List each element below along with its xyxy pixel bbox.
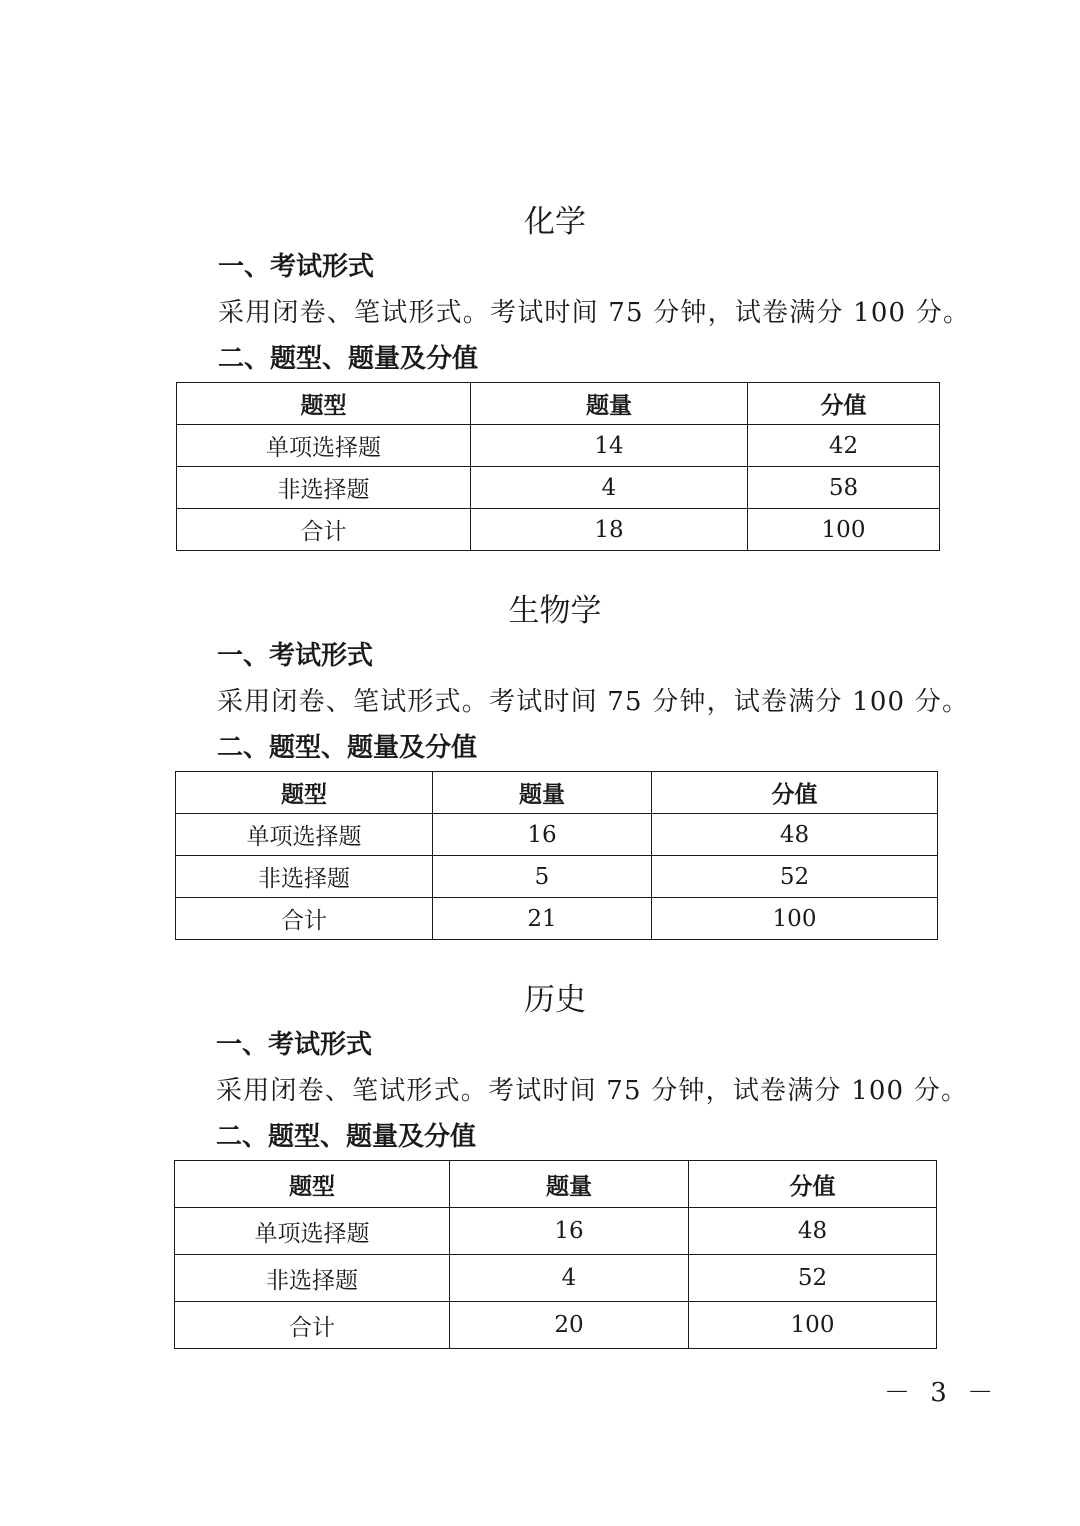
question-types-heading: 二、题型、题量及分值 <box>217 733 478 763</box>
table-cell: 5 <box>433 856 652 898</box>
table-cell: 14 <box>471 425 748 467</box>
table-cell: 58 <box>748 467 940 509</box>
header-cell: 题型 <box>176 772 433 814</box>
table-cell: 48 <box>689 1208 937 1255</box>
exam-format-heading: 一、考试形式 <box>217 641 374 671</box>
table-cell: 42 <box>748 425 940 467</box>
table-row <box>176 856 938 898</box>
table-header-row <box>177 383 940 425</box>
header-cell: 题型 <box>175 1161 450 1208</box>
table-cell: 合计 <box>177 509 471 551</box>
subject-title: 化学 <box>524 204 586 240</box>
table-cell: 100 <box>748 509 940 551</box>
header-cell: 题型 <box>177 383 471 425</box>
page-number: － 3 － <box>884 1378 1000 1408</box>
table-cell: 4 <box>471 467 748 509</box>
table-cell: 4 <box>450 1255 689 1302</box>
table-cell: 非选择题 <box>175 1255 450 1302</box>
score-table <box>176 382 940 551</box>
exam-format-text: 采用闭卷、笔试形式。考试时间 75 分钟，试卷满分 100 分。 <box>217 687 970 717</box>
exam-format-heading: 一、考试形式 <box>218 252 375 282</box>
table-cell: 单项选择题 <box>175 1208 450 1255</box>
header-cell: 题量 <box>471 383 748 425</box>
table-cell: 合计 <box>175 1302 450 1349</box>
subject-title: 历史 <box>524 982 586 1018</box>
table-cell: 100 <box>689 1302 937 1349</box>
question-types-heading: 二、题型、题量及分值 <box>216 1122 477 1152</box>
table-cell: 100 <box>652 898 938 940</box>
question-types-heading: 二、题型、题量及分值 <box>218 344 479 374</box>
exam-format-text: 采用闭卷、笔试形式。考试时间 75 分钟，试卷满分 100 分。 <box>218 298 971 328</box>
table-row <box>175 1302 937 1349</box>
table-cell: 单项选择题 <box>176 814 433 856</box>
table-cell: 52 <box>689 1255 937 1302</box>
subject-title: 生物学 <box>508 593 602 629</box>
table-row <box>177 467 940 509</box>
table-row <box>175 1255 937 1302</box>
table-row <box>177 425 940 467</box>
table-cell: 合计 <box>176 898 433 940</box>
table-cell: 52 <box>652 856 938 898</box>
table-cell: 单项选择题 <box>177 425 471 467</box>
table-cell: 非选择题 <box>177 467 471 509</box>
score-table <box>174 1160 937 1349</box>
header-cell: 题量 <box>450 1161 689 1208</box>
table-row <box>176 814 938 856</box>
table-cell: 非选择题 <box>176 856 433 898</box>
table-cell: 18 <box>471 509 748 551</box>
table-cell: 21 <box>433 898 652 940</box>
header-cell: 分值 <box>689 1161 937 1208</box>
table-row <box>175 1208 937 1255</box>
header-cell: 分值 <box>748 383 940 425</box>
table-row <box>176 898 938 940</box>
exam-format-text: 采用闭卷、笔试形式。考试时间 75 分钟，试卷满分 100 分。 <box>216 1076 969 1106</box>
table-header-row <box>176 772 938 814</box>
exam-format-heading: 一、考试形式 <box>216 1030 373 1060</box>
table-row <box>177 509 940 551</box>
score-table <box>175 771 938 940</box>
header-cell: 分值 <box>652 772 938 814</box>
table-cell: 16 <box>450 1208 689 1255</box>
table-header-row <box>175 1161 937 1208</box>
table-cell: 20 <box>450 1302 689 1349</box>
table-cell: 48 <box>652 814 938 856</box>
table-cell: 16 <box>433 814 652 856</box>
header-cell: 题量 <box>433 772 652 814</box>
